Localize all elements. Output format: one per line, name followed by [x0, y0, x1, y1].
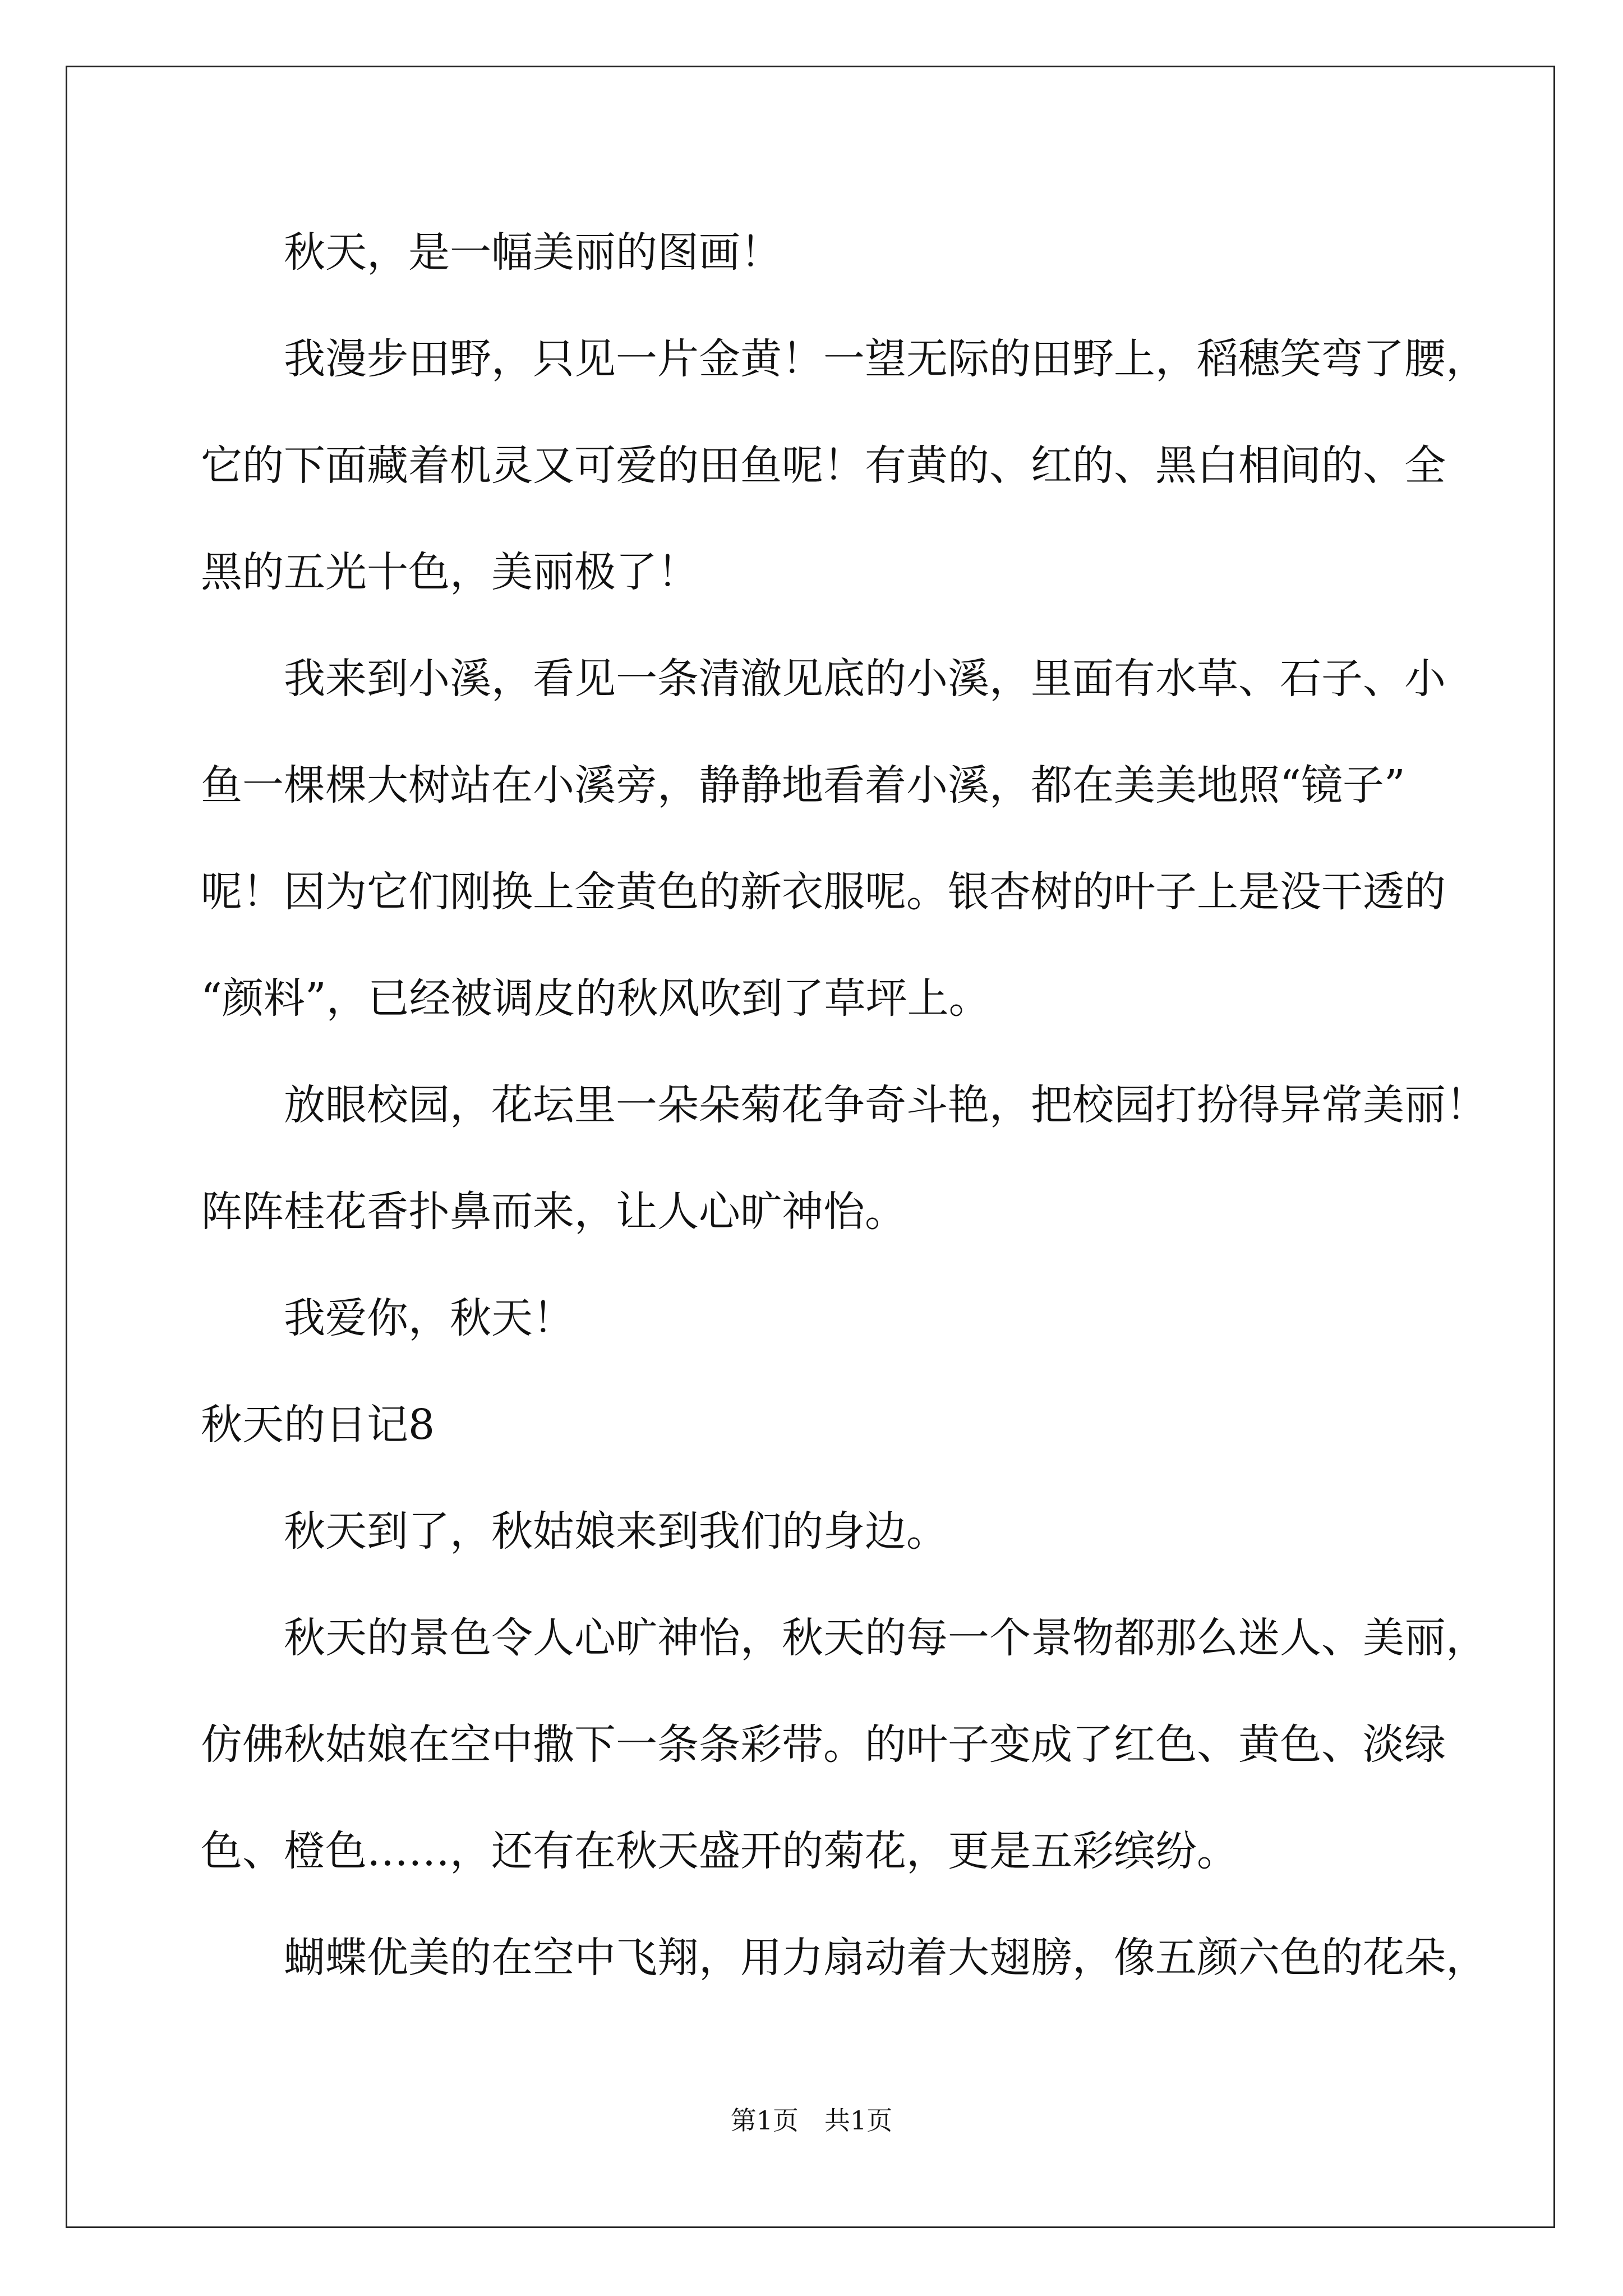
text-line: 放眼校园，花坛里一朵朵菊花争奇斗艳，把校园打扮得异常美丽！: [284, 1081, 1487, 1129]
text-line: “颜料”，已经被调皮的秋风吹到了草坪上。: [201, 974, 990, 1023]
paragraph: [201, 199, 1471, 306]
paragraph: [201, 1265, 1471, 1372]
paragraph: [201, 306, 1487, 625]
text-line: 仿佛秋姑娘在空中撒下一条条彩带。的叶子变成了红色、黄色、淡绿: [201, 1720, 1446, 1769]
text-line: 色、橙色……，还有在秋天盛开的菊花，更是五彩缤纷。: [201, 1827, 1238, 1875]
text-line: 黑的五光十色，美丽极了！: [201, 548, 699, 596]
paragraph: [201, 1585, 1487, 1904]
paragraph: [201, 1904, 1487, 2011]
text-line: 我来到小溪，看见一条清澈见底的小溪，里面有水草、石子、小: [284, 655, 1446, 703]
text-line: 我爱你，秋天！: [284, 1294, 574, 1342]
text-line: 秋天，是一幅美丽的图画！: [284, 228, 782, 277]
text-line: 我漫步田野，只见一片金黄！一望无际的田野上，稻穗笑弯了腰，: [284, 335, 1487, 383]
text-line: 秋天到了，秋姑娘来到我们的身边。: [284, 1507, 948, 1556]
text-line: 它的下面藏着机灵又可爱的田鱼呢！有黄的、红的、黑白相间的、全: [201, 441, 1446, 490]
paragraph: [201, 1478, 1471, 1585]
text-line: 蝴蝶优美的在空中飞翔，用力扇动着大翅膀，像五颜六色的花朵，: [284, 1934, 1487, 1982]
paragraph: [201, 1052, 1487, 1265]
section-heading: 秋天的日记8: [201, 1401, 435, 1449]
text-line: 呢！因为它们刚换上金黄色的新衣服呢。银杏树的叶子上是没干透的: [201, 868, 1446, 916]
page-footer: 第1页 共1页: [730, 2105, 893, 2136]
paragraph: [201, 625, 1471, 1052]
text-line: 秋天的景色令人心旷神怡，秋天的每一个景物都那么迷人、美丽，: [284, 1614, 1487, 1662]
text-line: 鱼一棵棵大树站在小溪旁，静静地看着小溪，都在美美地照“镜子”: [201, 761, 1405, 809]
text-line: 阵阵桂花香扑鼻而来，让人心旷神怡。: [201, 1188, 906, 1236]
